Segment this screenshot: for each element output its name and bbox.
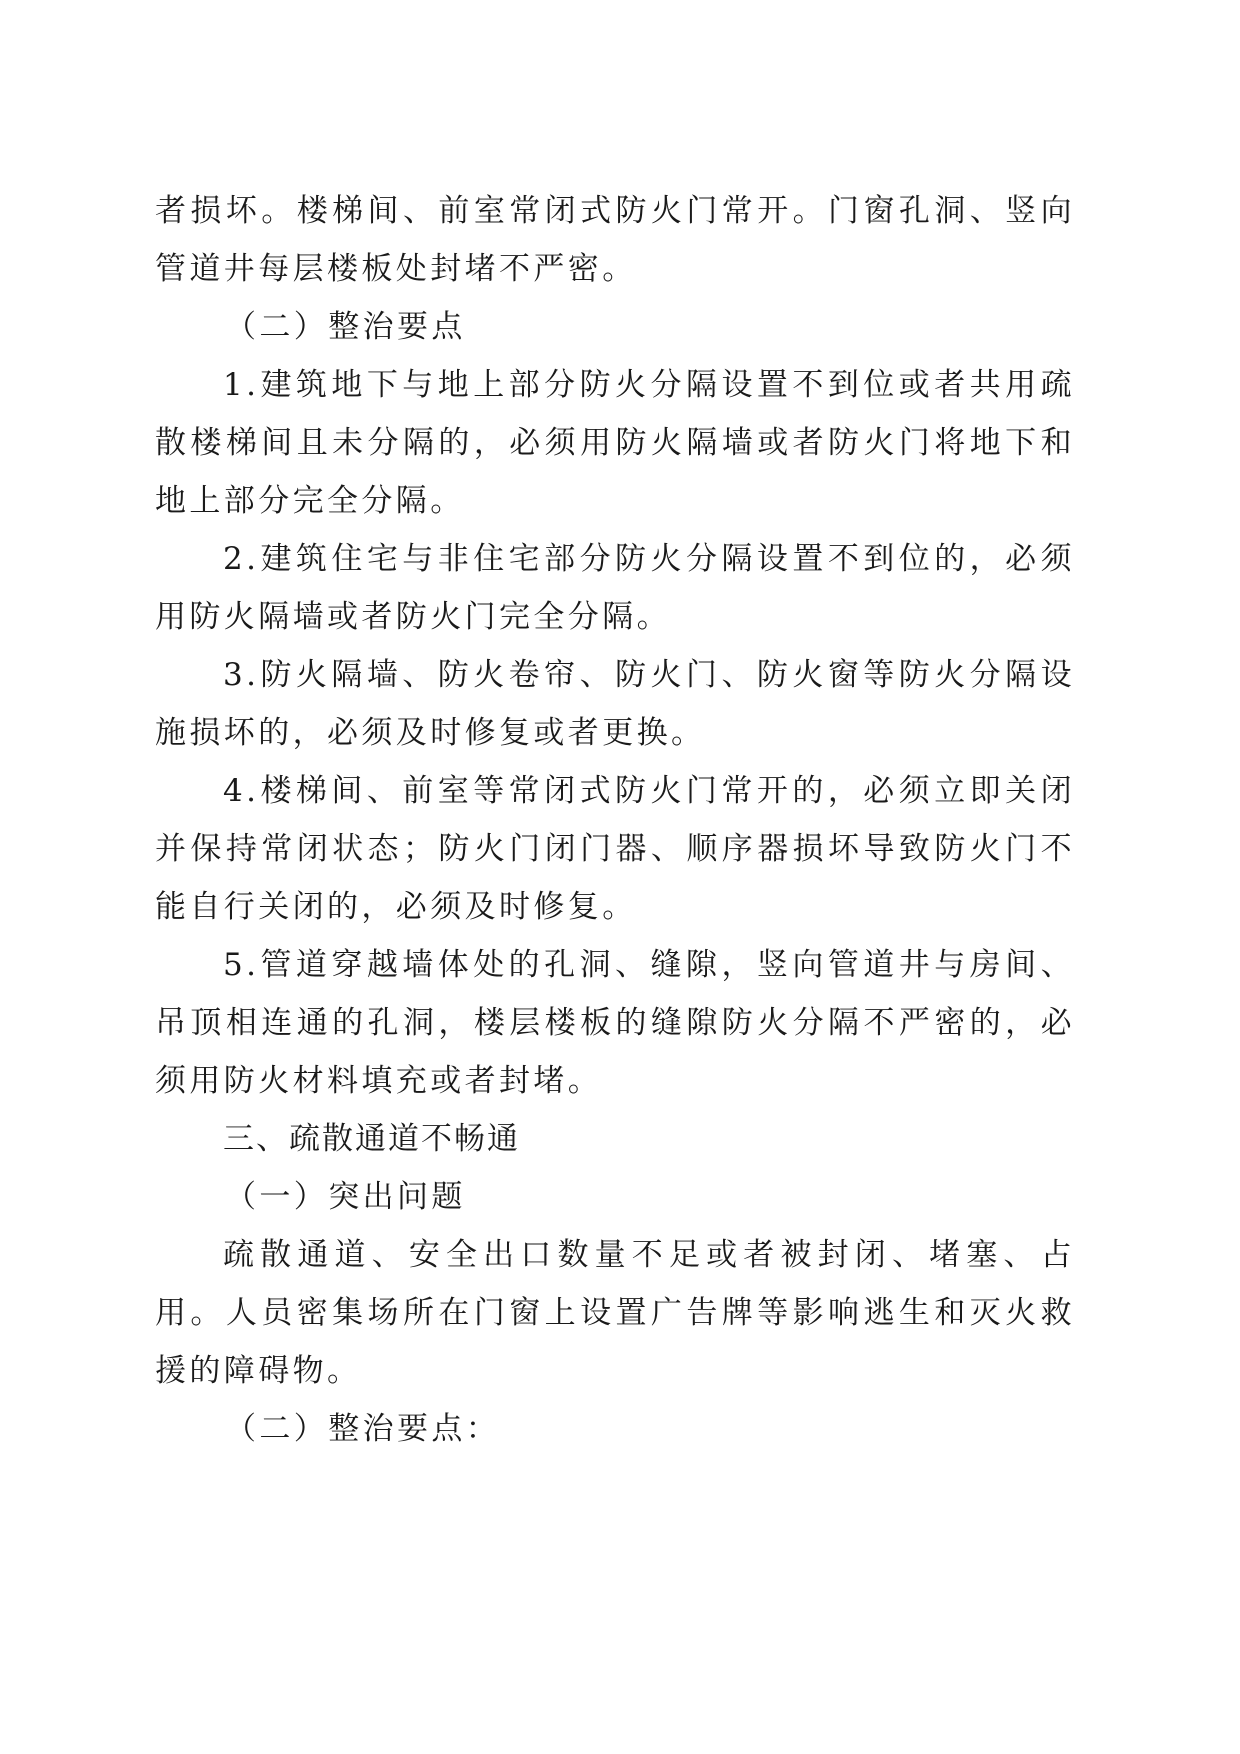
paragraph-issues: 疏散通道、安全出口数量不足或者被封闭、堵塞、占用。人员密集场所在门窗上设置广告牌等影响逃生和灭火救援的障碍物。 (155, 1237, 1075, 1389)
document-body (155, 182, 1075, 1458)
paragraph-continuation: 者损坏。楼梯间、前室常闭式防火门常开。门窗孔洞、竖向管道井每层楼板处封堵不严密。 (155, 193, 1075, 287)
list-item-1: 1.建筑地下与地上部分防火分隔设置不到位或者共用疏散楼梯间且未分隔的，必须用防火隔墙或者防火门将地下和地上部分完全分隔。 (155, 367, 1075, 519)
section-heading-prominent-issues: （一）突出问题 (225, 1179, 466, 1215)
section-heading-remediation-points-2: （二）整治要点： (225, 1411, 501, 1447)
section-heading-evacuation: 三、疏散通道不畅通 (223, 1121, 520, 1157)
list-item-3: 3.防火隔墙、防火卷帘、防火门、防火窗等防火分隔设施损坏的，必须及时修复或者更换。 (155, 657, 1075, 751)
list-item-4: 4.楼梯间、前室等常闭式防火门常开的，必须立即关闭并保持常闭状态；防火门闭门器、顺序器损坏导致防火门不能自行关闭的，必须及时修复。 (155, 773, 1075, 925)
list-item-5: 5.管道穿越墙体处的孔洞、缝隙，竖向管道井与房间、吊顶相连通的孔洞，楼层楼板的缝隙防火分隔不严密的，必须用防火材料填充或者封堵。 (155, 947, 1075, 1099)
section-heading-remediation-points: （二）整治要点 (225, 309, 466, 345)
list-item-2: 2.建筑住宅与非住宅部分防火分隔设置不到位的，必须用防火隔墙或者防火门完全分隔。 (155, 541, 1075, 635)
